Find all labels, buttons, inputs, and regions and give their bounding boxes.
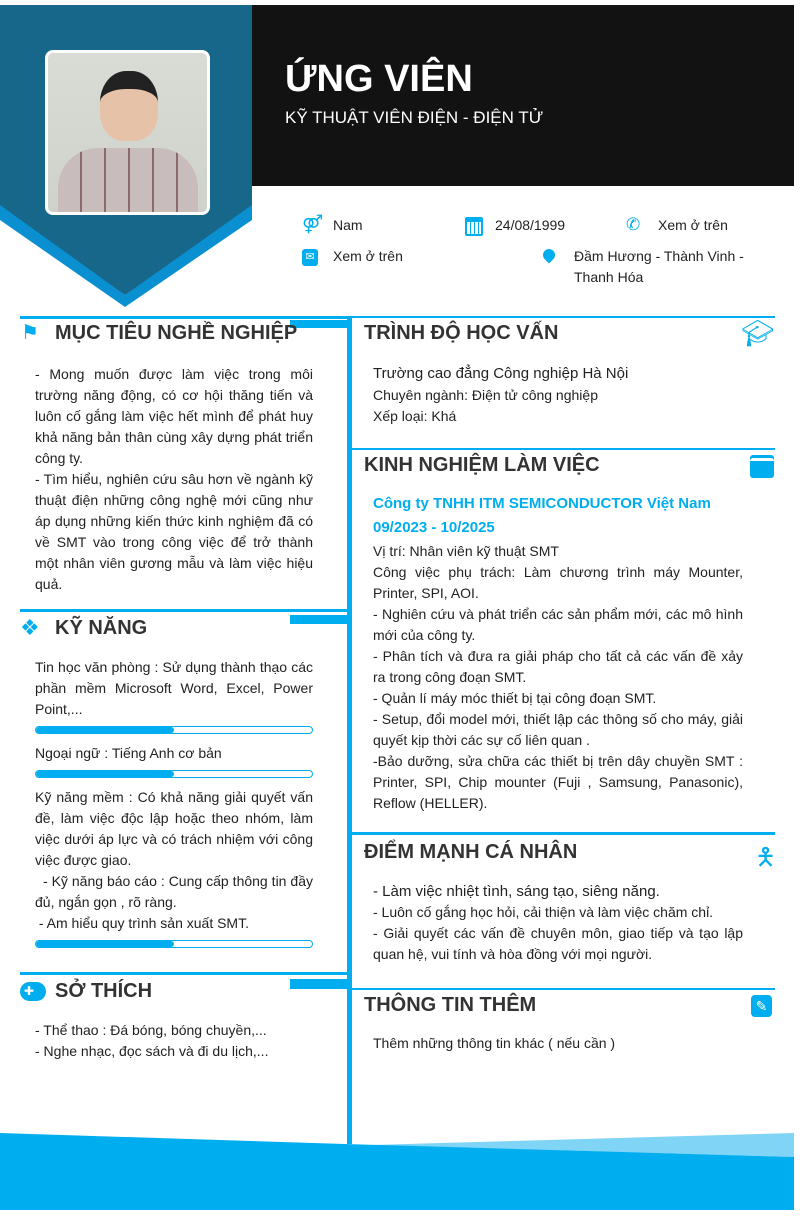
divider [20, 972, 348, 975]
divider-accent [290, 320, 347, 328]
cubes-icon: ❖ [20, 615, 40, 640]
divider-accent [290, 615, 347, 624]
briefcase-icon [750, 458, 774, 478]
job-title: KỸ THUẬT VIÊN ĐIỆN - ĐIỆN TỬ [285, 108, 544, 127]
gender: Nam [333, 217, 363, 233]
skill-bar [35, 726, 313, 734]
school: Trường cao đẳng Công nghiệp Hà Nội [373, 365, 629, 382]
education-title: TRÌNH ĐỘ HỌC VẤN [364, 322, 559, 344]
extra-title: THÔNG TIN THÊM [364, 994, 537, 1016]
divider [352, 316, 775, 318]
objective-title: MỤC TIÊU NGHỀ NGHIỆP [55, 322, 298, 344]
hobby-item: - Nghe nhạc, đọc sách và đi du lịch,... [35, 1043, 269, 1059]
column-divider [347, 316, 352, 1144]
company: Công ty TNHH ITM SEMICONDUCTOR Việt Nam [373, 495, 711, 512]
phone-icon: ✆ [626, 215, 641, 234]
divider [352, 448, 775, 450]
skill-bar-fill [36, 727, 174, 733]
skill-bar-fill [36, 771, 174, 777]
grade: Xếp loại: Khá [373, 408, 457, 424]
divider [20, 609, 348, 612]
divider-accent [290, 979, 347, 989]
hobbies-text [35, 1020, 313, 1062]
skill-bar [35, 940, 313, 948]
skill-text: Tin học văn phòng : Sử dụng thành thạo các phần mềm Microsoft Word, Excel, Power Point,... [35, 659, 313, 717]
candidate-name: ỨNG VIÊN [285, 58, 473, 100]
strengths-title: ĐIỂM MẠNH CÁ NHÂN [364, 841, 578, 863]
experience-text: Vị trí: Nhân viên kỹ thuật SMT Công việc phụ trách: Làm chương trình máy Mounter, Printer, SPI, AOI. - Nghiên cứu và phát triển các sản phẩm mới, các mô hình mới của công ty. - Phân tích và đưa ra giải pháp cho tất cả các vấn đề xảy ra trong công đoạn SMT. - Quản lí máy móc thiết bị tại công đoạn SMT. - Setup, đổi model mới, thiết lập các thông số cho máy, giải quyết kịp thời các sự cố liên quan . -Bảo dưỡng, sửa chữa các thiết bị trên dây chuyền SMT : Printer, SPI, Chip mounter (Fuji , Samsung, Panasonic), Reflow (HELLER). [373, 543, 743, 811]
gamepad-icon: ✚ [20, 982, 46, 1001]
address-line1: Đầm Hương - Thành Vinh - [574, 248, 744, 264]
period: 09/2023 - 10/2025 [373, 519, 495, 536]
strengths-text: - Làm việc nhiệt tình, sáng tạo, siêng năng. - Luôn cố gắng học hỏi, cải thiện và làm việc chăm chỉ. - Giải quyết các vấn đề chuyên môn, giao tiếp và tạo lập quan hệ, vui tính và hòa đồng với mọi người. [373, 883, 743, 962]
skills-title: KỸ NĂNG [55, 617, 148, 639]
flag-icon: ⚑ [21, 322, 39, 344]
objective-text [35, 364, 313, 595]
skill-text: Kỹ năng mềm : Có khả năng giải quyết vấn đề, làm việc độc lập hoặc theo nhóm, làm việc dưới áp lực và có trách nhiệm với công việc được giao. - Kỹ năng báo cáo : Cung cấp thông tin đầy đủ, ngắn gọn , rõ ràng. - Am hiểu quy trình sản xuất SMT. [35, 789, 317, 931]
person-icon: 🯅 [755, 844, 777, 871]
skill-bar [35, 770, 313, 778]
hobbies-title: SỞ THÍCH [55, 980, 153, 1002]
hobby-item: - Thể thao : Đá bóng, bóng chuyền,... [35, 1022, 267, 1038]
gender-icon: ⚤ [302, 214, 324, 234]
divider [352, 988, 775, 990]
experience-title: KINH NGHIỆM LÀM VIỆC [364, 454, 600, 476]
pencil-icon: ✎ [751, 995, 772, 1017]
objective-line: - Tìm hiểu, nghiên cứu sâu hơn về ngành kỹ thuật điện những công nghệ mới cũng như áp dụng những kiến thức kinh nghiệm đã có về SMT vào trong công việc để trở thành một nhân viên gương mẫu và làm việc hiệu quả. [35, 471, 313, 592]
calendar-icon [465, 217, 483, 236]
skill-text: Ngoại ngữ : Tiếng Anh cơ bản [35, 745, 222, 761]
footer-wave [0, 1125, 800, 1215]
divider [20, 316, 348, 319]
extra-text: Thêm những thông tin khác ( nếu cần ) [373, 1035, 616, 1051]
avatar [45, 50, 210, 215]
phone: Xem ở trên [658, 217, 728, 233]
objective-line: - Mong muốn được làm việc trong môi trường năng động, có cơ hội thăng tiến và luôn cố gắng làm việc hết mình để phát huy khả năng bản thân cùng xây dựng phát triển công ty. [35, 366, 313, 466]
major: Chuyên ngành: Điện tử công nghiệp [373, 387, 598, 403]
address-line2: Thanh Hóa [574, 269, 644, 285]
dob: 24/08/1999 [495, 217, 566, 233]
skill-bar-fill [36, 941, 174, 947]
email: Xem ở trên [333, 248, 403, 264]
divider [352, 832, 775, 835]
email-icon: ✉ [302, 249, 318, 266]
location-icon [541, 247, 558, 264]
graduation-cap-icon: 🎓︎ [741, 318, 775, 348]
